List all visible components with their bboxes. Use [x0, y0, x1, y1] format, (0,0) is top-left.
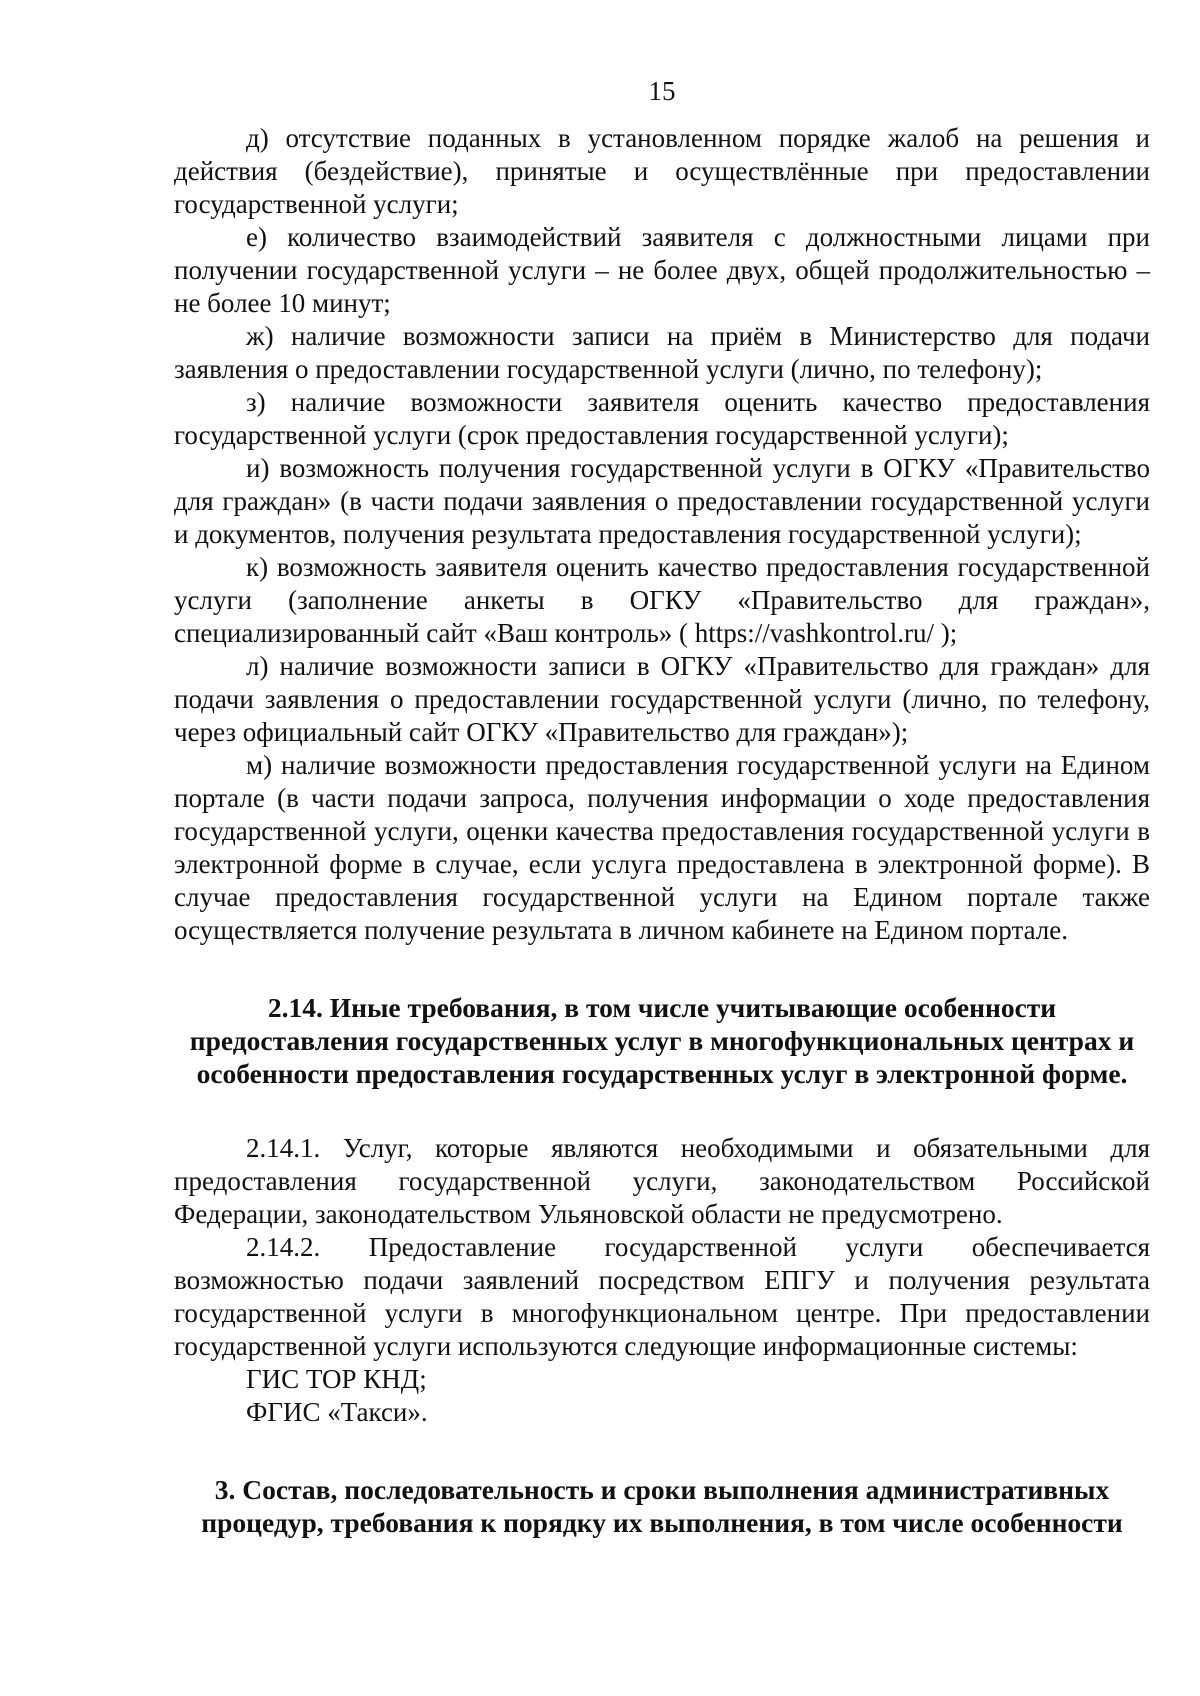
section-3-heading: 3. Состав, последовательность и сроки выполнения административных процедур, требования к порядку их выполнения, в том числе особенности [201, 1474, 1123, 1538]
list-item-d: д) отсутствие поданных в установленном порядке жалоб на решения и действия (бездействие), принятые и осуществлённые при предоставлении государственной услуги; [174, 123, 1150, 219]
list-item-m: м) наличие возможности предоставления государственной услуги на Едином портале (в части подачи запроса, получения информации о ходе предоставления государственной услуги, оценки качества предоставления государственной услуги в электронной форме в случае, если услуга предоставлена в электронной форме). В случае предоставления государственной услуги на Едином портале также осуществляется получение результата в личном кабинете на Едином портале. [174, 750, 1150, 945]
page-number: 15 [648, 76, 676, 106]
list-item-l: л) наличие возможности записи в ОГКУ «Правительство для граждан» для подачи заявления о предоставлении государственной услуги (лично, по телефону, через официальный сайт ОГКУ «Правительство для граждан»); [174, 651, 1150, 747]
info-system-fgis-taxi: ФГИС «Такси». [246, 1397, 428, 1427]
list-item-k: к) возможность заявителя оценить качество предоставления государственной услуги (заполнение анкеты в ОГКУ «Правительство для граждан», специализированный сайт «Ваш контроль» ( https://vashkontrol.ru/ ); [174, 552, 1150, 648]
document-page [174, 60, 1150, 1539]
list-item-i: и) возможность получения государственной услуги в ОГКУ «Правительство для граждан» (в части подачи заявления о предоставлении государственной услуги и документов, получения результата предоставления государственной услуги); [174, 453, 1150, 549]
section-2-14-heading: 2.14. Иные требования, в том числе учитывающие особенности предоставления государственных услуг в многофункциональных центрах и особенности предоставления государственных услуг в электронной форме. [189, 992, 1135, 1089]
info-system-gis-tor-knd: ГИС ТОР КНД; [246, 1364, 427, 1394]
paragraph-2-14-2: 2.14.2. Предоставление государственной услуги обеспечивается возможностью подачи заявлений посредством ЕПГУ и получения результата государственной услуги в многофункциональном центре. При предоставлении государственной услуги используются следующие информационные системы: [174, 1232, 1150, 1361]
paragraph-2-14-1: 2.14.1. Услуг, которые являются необходимыми и обязательными для предоставления государственной услуги, законодательством Российской Федерации, законодательством Ульяновской области не предусмотрено. [174, 1133, 1150, 1229]
list-item-e: е) количество взаимодействий заявителя с должностными лицами при получении государственной услуги – не более двух, общей продолжительностью – не более 10 минут; [174, 222, 1150, 318]
list-item-zh: ж) наличие возможности записи на приём в Министерство для подачи заявления о предоставлении государственной услуги (лично, по телефону); [174, 321, 1150, 384]
list-item-z: з) наличие возможности заявителя оценить качество предоставления государственной услуги (срок предоставления государственной услуги); [174, 387, 1150, 450]
